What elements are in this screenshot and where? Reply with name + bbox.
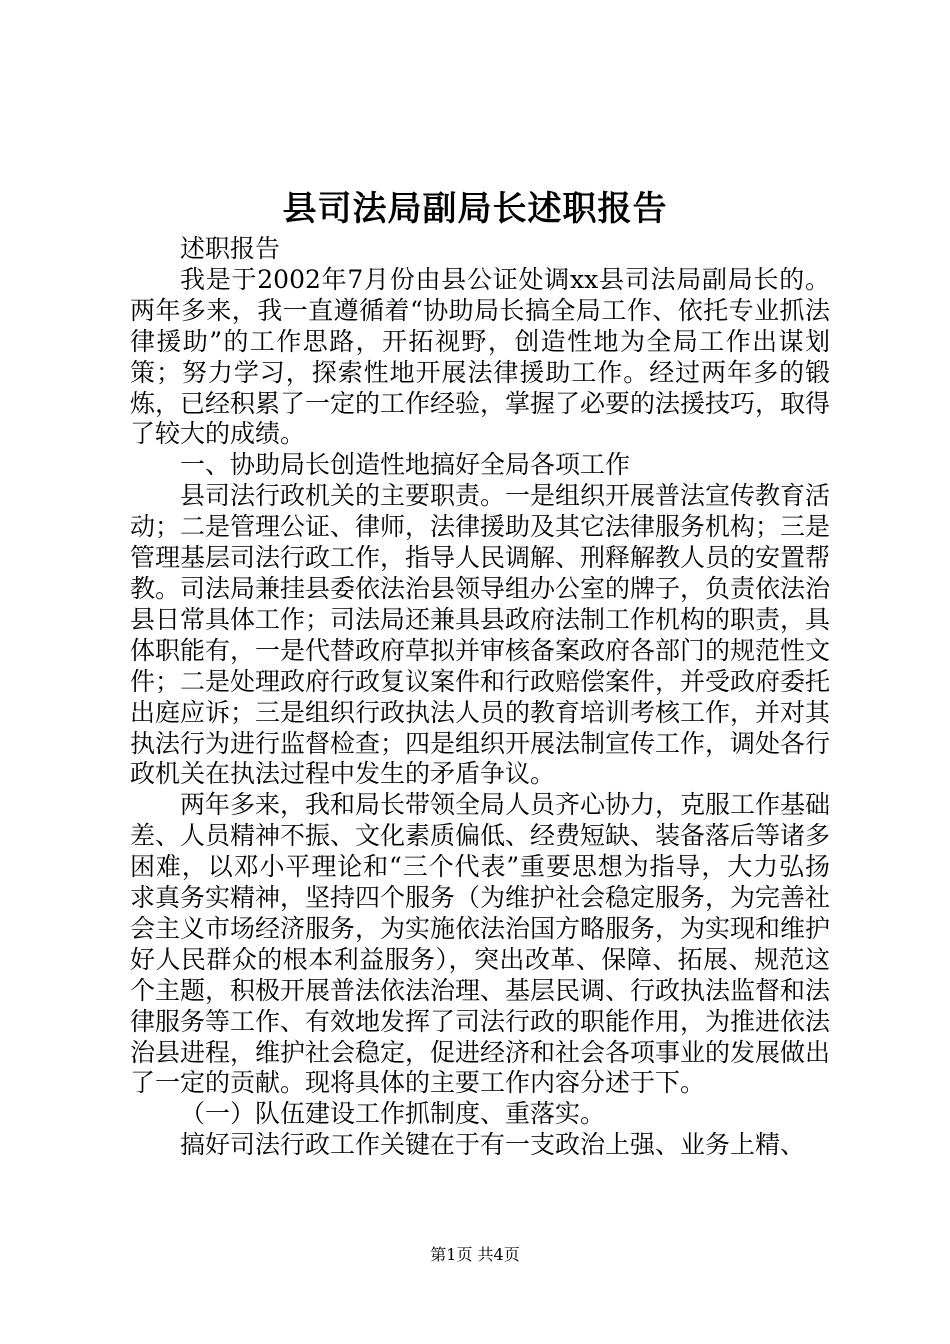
paragraph-duties: 县司法行政机关的主要职责。一是组织开展普法宣传教育活动；二是管理公证、律师，法律援助及其它法律服务机构；三是管理基层司法行政工作，指导人民调解、刑释解教人员的安置帮教。司法局兼挂县委依法治县领导组办公室的牌子，负责依法治县日常具体工作；司法局还兼具县政府法制工作机构的职责，具体职能有，一是代替政府草拟并审核备案政府各部门的规范性文件；二是处理政府行政复议案件和行政赔偿案件，并受政府委托出庭应诉；三是组织行政执法人员的教育培训考核工作，并对其执法行为进行监督检查；四是组织开展法制宣传工作，调处各行政机关在执法过程中发生的矛盾争议。: [130, 481, 831, 789]
page-footer: 第1页 共4页: [430, 1245, 520, 1264]
section-heading-1: 一、协助局长创造性地搞好全局各项工作: [180, 450, 631, 480]
paragraph-heading-label: 述职报告: [180, 234, 281, 263]
document-body: [130, 234, 830, 1161]
document-title: 县司法局副局长述职报告: [282, 189, 668, 229]
subsection-heading-1: （一）队伍建设工作抓制度、重落实。: [180, 1099, 606, 1129]
paragraph-achievements: 两年多来，我和局长带领全局人员齐心协力，克服工作基础差、人员精神不振、文化素质偏低、经费短缺、装备落后等诸多困难，以邓小平理论和“三个代表”重要思想为指导，大力弘扬求真务实精神，坚持四个服务（为维护社会稳定服务，为完善社会主义市场经济服务，为实施依法治国方略服务，为实现和维护好人民群众的根本利益服务），突出改革、保障、拓展、规范这个主题，积极开展普法依法治理、基层民调、行政执法监督和法律服务等工作、有效地发挥了司法行政的职能作用，为推进依法治县进程，维护社会稳定，促进经济和社会各项事业的发展做出了一定的贡献。现将具体的主要工作内容分述于下。: [130, 790, 831, 1098]
paragraph-intro: 我是于2002年7月份由县公证处调xx县司法局副局长的。两年多来，我一直遵循着“协助局长搞全局工作、依托专业抓法律援助”的工作思路，开拓视野，创造性地为全局工作出谋划策；努力学习，探索性地开展法律援助工作。经过两年多的锻炼，已经积累了一定的工作经验，掌握了必要的法援技巧，取得了较大的成绩。: [130, 264, 831, 449]
paragraph-team-building: 搞好司法行政工作关键在于有一支政治上强、业务上精、: [180, 1130, 806, 1160]
